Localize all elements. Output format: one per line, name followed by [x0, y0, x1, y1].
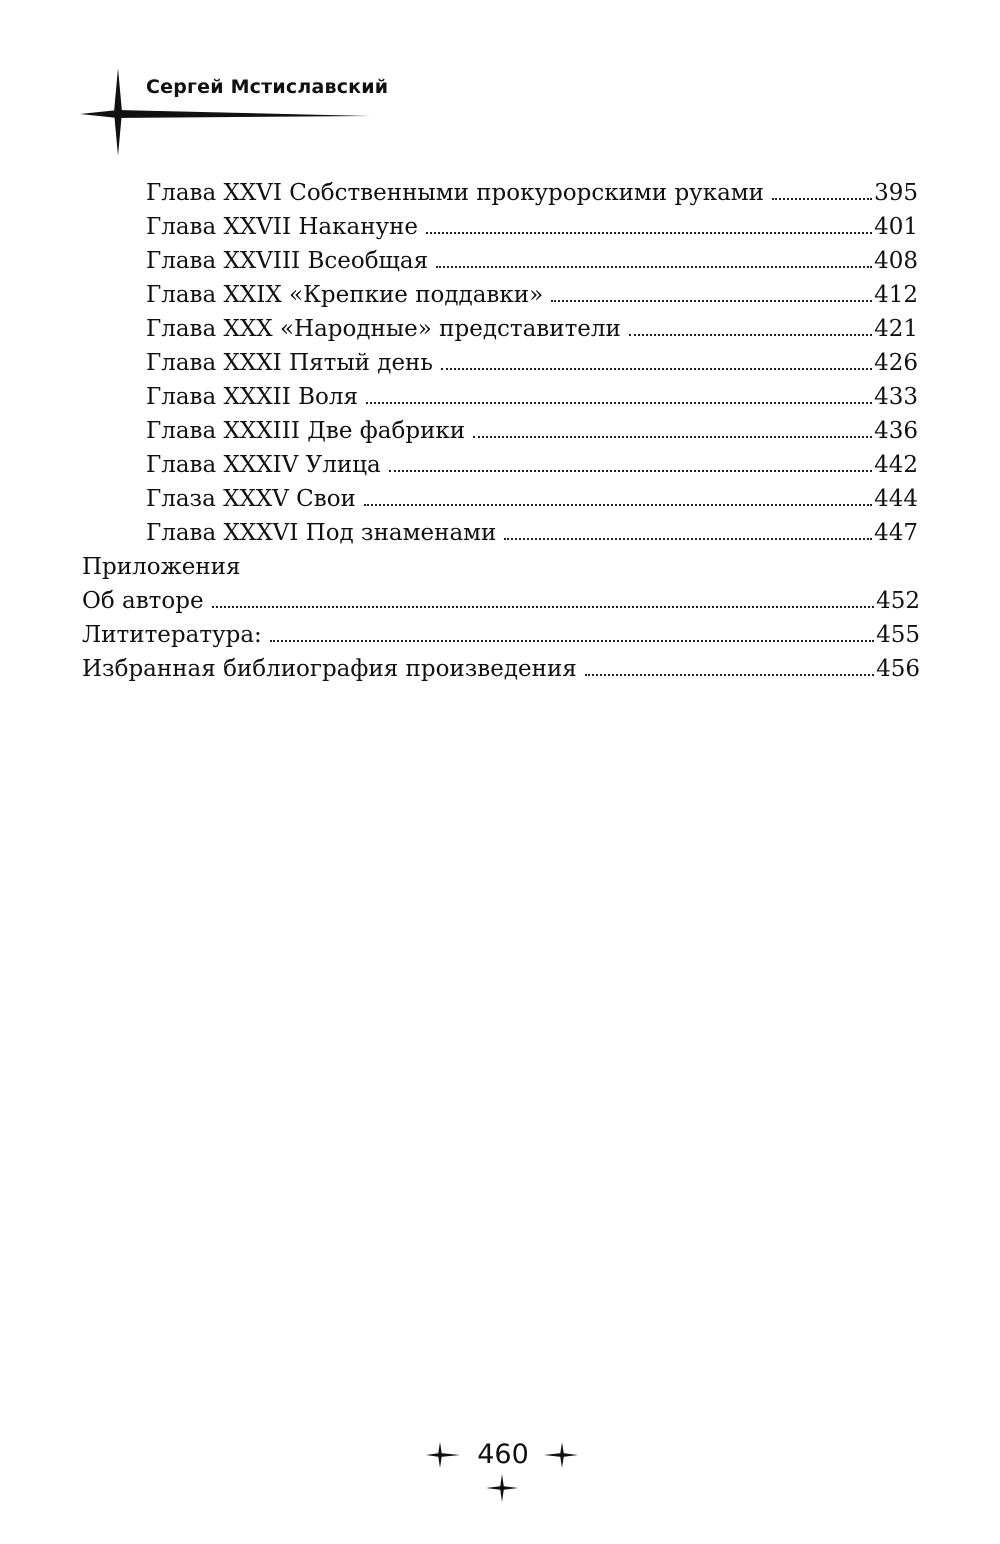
toc-entry-page: 433 — [874, 384, 918, 410]
toc-entry — [82, 584, 920, 618]
toc-entry-title: Глава XXXIII Две фабрики — [146, 418, 466, 444]
header-author: Сергей Мстиславский — [146, 76, 389, 98]
toc-entry-page: 447 — [874, 520, 918, 546]
toc-entry — [82, 652, 920, 686]
toc-entry-title: Глава XXX «Народные» представители — [146, 316, 621, 342]
dot-leader — [366, 402, 872, 404]
toc-entry-page: 456 — [876, 656, 920, 682]
toc-entry-title: Глава XXXVI Под знаменами — [146, 520, 497, 546]
dot-leader — [441, 368, 872, 370]
dot-leader — [426, 232, 872, 234]
toc-entry-page: 455 — [876, 622, 920, 648]
dot-leader — [436, 266, 872, 268]
toc-entry-title: Избранная библиография произведения — [82, 656, 577, 682]
toc-entry-title: Глава XXVI Собственными прокурорскими руками — [146, 180, 765, 206]
toc-entry-page: 442 — [874, 452, 918, 478]
dot-leader — [772, 198, 872, 200]
toc-entry-page: 395 — [874, 180, 918, 206]
toc-entry — [146, 176, 918, 210]
toc-entry — [146, 448, 918, 482]
toc-entry — [146, 278, 918, 312]
toc-entry-page: 412 — [874, 282, 918, 308]
toc-entry — [146, 482, 918, 516]
toc-entry-title: Лититература: — [82, 622, 262, 648]
toc-entry — [146, 244, 918, 278]
toc-entry-title: Об авторе — [82, 588, 204, 614]
toc-entry — [146, 380, 918, 414]
dot-leader — [504, 538, 872, 540]
toc-entry-page: 426 — [874, 350, 918, 376]
toc-entry-title: Глава XXXI Пятый день — [146, 350, 433, 376]
toc-entry-page: 444 — [874, 486, 918, 512]
toc-entry-title: Глаза XXXV Свои — [146, 486, 356, 512]
dot-leader — [551, 300, 872, 302]
toc-entry — [146, 312, 918, 346]
dot-leader — [473, 436, 872, 438]
page-footer — [420, 1428, 590, 1524]
toc-entry-page: 408 — [874, 248, 918, 274]
dot-leader — [585, 674, 874, 676]
toc-entry-page: 452 — [876, 588, 920, 614]
dot-leader — [212, 606, 875, 608]
dot-leader — [389, 470, 872, 472]
toc-entry — [146, 414, 918, 448]
toc-entry — [82, 618, 920, 652]
toc-entry-title: Глава XXIX «Крепкие поддавки» — [146, 282, 544, 308]
toc-entry-page: 401 — [874, 214, 918, 240]
toc-entry-title: Глава XXXII Воля — [146, 384, 358, 410]
page-number: 460 — [477, 1439, 529, 1470]
dot-leader — [629, 334, 872, 336]
toc-entry — [146, 346, 918, 380]
toc-entry-page: 436 — [874, 418, 918, 444]
running-header — [0, 0, 1000, 170]
toc-entry — [146, 516, 918, 550]
dot-leader — [364, 504, 872, 506]
toc-entry-title: Глава XXVIII Всеобщая — [146, 248, 429, 274]
dot-leader — [270, 640, 874, 642]
toc-entry-title: Глава XXVII Накануне — [146, 214, 419, 240]
toc-entry — [146, 210, 918, 244]
appendix-heading: Приложения — [82, 554, 241, 580]
toc-entry-page: 421 — [874, 316, 918, 342]
toc-entry-title: Глава XXXIV Улица — [146, 452, 381, 478]
